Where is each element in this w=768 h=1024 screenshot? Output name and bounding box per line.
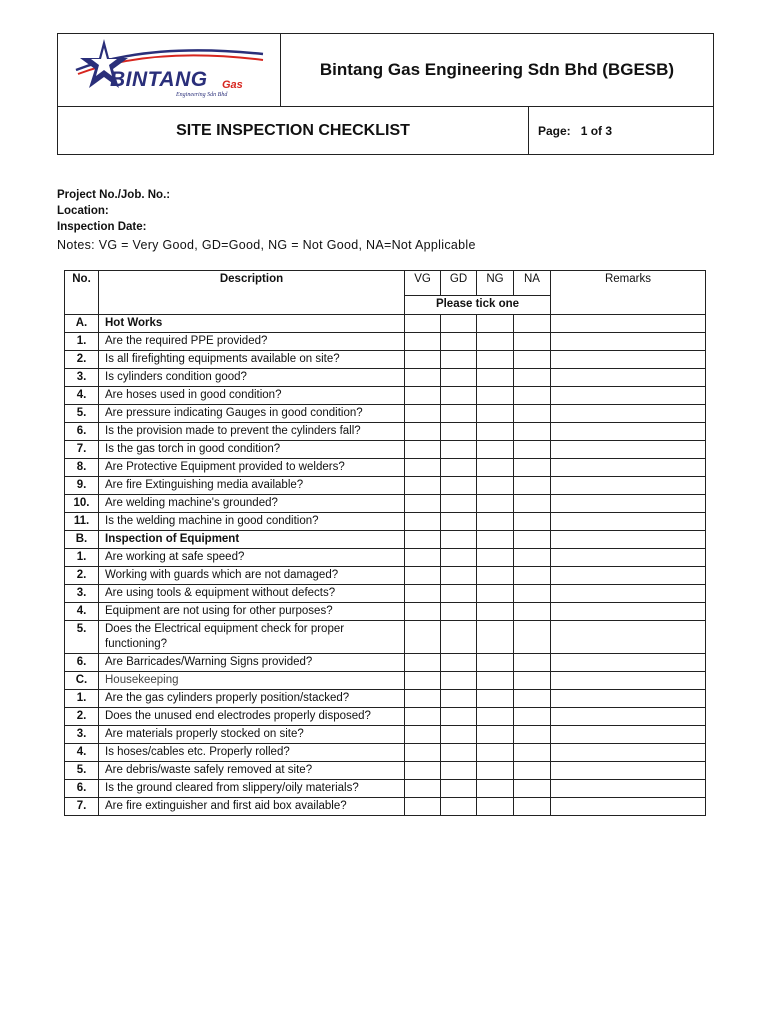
tick-box-ng[interactable] bbox=[477, 513, 514, 531]
section-na-cell bbox=[514, 672, 551, 690]
tick-box-ng[interactable] bbox=[477, 477, 514, 495]
checklist-item-row bbox=[65, 585, 706, 603]
checklist-item-row bbox=[65, 726, 706, 744]
section-row bbox=[65, 672, 706, 690]
checklist-item-row bbox=[65, 459, 706, 477]
checklist-item-row bbox=[65, 654, 706, 672]
item-description: Are Protective Equipment provided to welders? bbox=[99, 459, 405, 477]
tick-box-na[interactable] bbox=[514, 708, 551, 726]
remarks-cell[interactable] bbox=[551, 726, 706, 744]
section-letter: A. bbox=[65, 315, 99, 333]
remarks-cell[interactable] bbox=[551, 708, 706, 726]
item-number: 5. bbox=[65, 621, 99, 654]
tick-box-vg[interactable] bbox=[405, 495, 441, 513]
item-number: 1. bbox=[65, 549, 99, 567]
tick-box-gd[interactable] bbox=[441, 405, 477, 423]
tick-box-gd[interactable] bbox=[441, 333, 477, 351]
tick-box-vg[interactable] bbox=[405, 387, 441, 405]
item-description: Is the ground cleared from slippery/oily materials? bbox=[99, 780, 405, 798]
item-number: 8. bbox=[65, 459, 99, 477]
tick-box-na[interactable] bbox=[514, 621, 551, 654]
tick-box-gd[interactable] bbox=[441, 495, 477, 513]
item-number: 6. bbox=[65, 423, 99, 441]
tick-box-ng[interactable] bbox=[477, 798, 514, 816]
tick-box-vg[interactable] bbox=[405, 423, 441, 441]
logo-subtitle: Engineering Sdn Bhd bbox=[176, 92, 228, 98]
section-title: Inspection of Equipment bbox=[99, 531, 405, 549]
tick-box-ng[interactable] bbox=[477, 690, 514, 708]
remarks-cell[interactable] bbox=[551, 798, 706, 816]
tick-box-ng[interactable] bbox=[477, 567, 514, 585]
section-row bbox=[65, 531, 706, 549]
tick-box-gd[interactable] bbox=[441, 585, 477, 603]
section-ng-cell bbox=[477, 672, 514, 690]
item-description: Are pressure indicating Gauges in good condition? bbox=[99, 405, 405, 423]
checklist-item-row bbox=[65, 495, 706, 513]
checklist-item-row bbox=[65, 351, 706, 369]
remarks-cell[interactable] bbox=[551, 690, 706, 708]
item-number: 7. bbox=[65, 798, 99, 816]
remarks-cell[interactable] bbox=[551, 762, 706, 780]
item-description: Working with guards which are not damaged? bbox=[99, 567, 405, 585]
item-description: Is the gas torch in good condition? bbox=[99, 441, 405, 459]
item-description: Are debris/waste safely removed at site? bbox=[99, 762, 405, 780]
item-number: 2. bbox=[65, 567, 99, 585]
checklist-item-row bbox=[65, 477, 706, 495]
item-description: Is the welding machine in good condition? bbox=[99, 513, 405, 531]
remarks-cell[interactable] bbox=[551, 654, 706, 672]
tick-box-vg[interactable] bbox=[405, 333, 441, 351]
remarks-cell[interactable] bbox=[551, 477, 706, 495]
tick-box-ng[interactable] bbox=[477, 780, 514, 798]
tick-box-gd[interactable] bbox=[441, 690, 477, 708]
tick-box-vg[interactable] bbox=[405, 459, 441, 477]
tick-box-vg[interactable] bbox=[405, 567, 441, 585]
tick-box-vg[interactable] bbox=[405, 549, 441, 567]
item-description: Are Barricades/Warning Signs provided? bbox=[99, 654, 405, 672]
checklist-item-row bbox=[65, 798, 706, 816]
remarks-cell[interactable] bbox=[551, 441, 706, 459]
item-number: 3. bbox=[65, 726, 99, 744]
tick-box-ng[interactable] bbox=[477, 654, 514, 672]
tick-box-na[interactable] bbox=[514, 780, 551, 798]
col-header-vg: VG bbox=[405, 271, 441, 296]
tick-box-gd[interactable] bbox=[441, 387, 477, 405]
checklist-item-row bbox=[65, 549, 706, 567]
tick-box-ng[interactable] bbox=[477, 603, 514, 621]
tick-box-na[interactable] bbox=[514, 744, 551, 762]
item-description: Are materials properly stocked on site? bbox=[99, 726, 405, 744]
tick-box-vg[interactable] bbox=[405, 585, 441, 603]
item-number: 11. bbox=[65, 513, 99, 531]
tick-box-gd[interactable] bbox=[441, 780, 477, 798]
col-header-gd: GD bbox=[441, 271, 477, 296]
section-title: Housekeeping bbox=[99, 672, 405, 690]
tick-box-na[interactable] bbox=[514, 585, 551, 603]
section-gd-cell bbox=[441, 672, 477, 690]
item-description: Equipment are not using for other purposes? bbox=[99, 603, 405, 621]
checklist-item-row bbox=[65, 513, 706, 531]
item-number: 5. bbox=[65, 405, 99, 423]
remarks-cell[interactable] bbox=[551, 333, 706, 351]
item-description: Are the required PPE provided? bbox=[99, 333, 405, 351]
tick-box-na[interactable] bbox=[514, 369, 551, 387]
checklist-item-row bbox=[65, 744, 706, 762]
remarks-cell[interactable] bbox=[551, 387, 706, 405]
item-description: Is cylinders condition good? bbox=[99, 369, 405, 387]
remarks-cell[interactable] bbox=[551, 351, 706, 369]
item-number: 1. bbox=[65, 690, 99, 708]
remarks-cell[interactable] bbox=[551, 459, 706, 477]
logo-gas-text: Gas bbox=[222, 79, 243, 91]
col-header-no: No. bbox=[65, 271, 99, 315]
col-header-ng: NG bbox=[477, 271, 514, 296]
tick-box-na[interactable] bbox=[514, 351, 551, 369]
item-number: 7. bbox=[65, 441, 99, 459]
remarks-cell[interactable] bbox=[551, 549, 706, 567]
tick-box-na[interactable] bbox=[514, 762, 551, 780]
tick-box-ng[interactable] bbox=[477, 549, 514, 567]
remarks-cell[interactable] bbox=[551, 369, 706, 387]
tick-box-gd[interactable] bbox=[441, 369, 477, 387]
tick-box-vg[interactable] bbox=[405, 798, 441, 816]
tick-box-ng[interactable] bbox=[477, 708, 514, 726]
project-no-field: Project No./Job. No.: bbox=[57, 189, 171, 201]
tick-box-vg[interactable] bbox=[405, 708, 441, 726]
tick-box-gd[interactable] bbox=[441, 459, 477, 477]
checklist-item-row bbox=[65, 708, 706, 726]
tick-box-na[interactable] bbox=[514, 333, 551, 351]
item-description: Are the gas cylinders properly position/stacked? bbox=[99, 690, 405, 708]
tick-box-vg[interactable] bbox=[405, 603, 441, 621]
checklist-item-row bbox=[65, 387, 706, 405]
tick-box-ng[interactable] bbox=[477, 744, 514, 762]
item-description: Is all firefighting equipments available on site? bbox=[99, 351, 405, 369]
tick-box-gd[interactable] bbox=[441, 744, 477, 762]
tick-box-na[interactable] bbox=[514, 726, 551, 744]
tick-box-ng[interactable] bbox=[477, 333, 514, 351]
tick-box-vg[interactable] bbox=[405, 405, 441, 423]
checklist-item-row bbox=[65, 621, 706, 654]
tick-box-na[interactable] bbox=[514, 798, 551, 816]
section-vg-cell bbox=[405, 531, 441, 549]
col-header-description: Description bbox=[99, 271, 405, 315]
item-number: 4. bbox=[65, 744, 99, 762]
item-number: 2. bbox=[65, 351, 99, 369]
tick-box-vg[interactable] bbox=[405, 477, 441, 495]
tick-box-gd[interactable] bbox=[441, 567, 477, 585]
checklist-item-row bbox=[65, 567, 706, 585]
remarks-cell[interactable] bbox=[551, 585, 706, 603]
item-description: Is the provision made to prevent the cylinders fall? bbox=[99, 423, 405, 441]
item-description: Does the unused end electrodes properly disposed? bbox=[99, 708, 405, 726]
document-title: SITE INSPECTION CHECKLIST bbox=[58, 107, 529, 154]
remarks-cell[interactable] bbox=[551, 495, 706, 513]
tick-box-na[interactable] bbox=[514, 549, 551, 567]
section-na-cell bbox=[514, 531, 551, 549]
tick-box-vg[interactable] bbox=[405, 513, 441, 531]
document-header bbox=[57, 33, 714, 155]
checklist-item-row bbox=[65, 603, 706, 621]
tick-box-ng[interactable] bbox=[477, 585, 514, 603]
tick-box-na[interactable] bbox=[514, 459, 551, 477]
inspection-info bbox=[57, 187, 170, 235]
checklist-body bbox=[65, 315, 706, 816]
tick-box-gd[interactable] bbox=[441, 621, 477, 654]
section-remarks-cell bbox=[551, 672, 706, 690]
tick-box-ng[interactable] bbox=[477, 441, 514, 459]
tick-box-gd[interactable] bbox=[441, 726, 477, 744]
page-value: 1 of 3 bbox=[580, 123, 613, 138]
tick-box-na[interactable] bbox=[514, 441, 551, 459]
tick-box-na[interactable] bbox=[514, 495, 551, 513]
item-description: Are welding machine's grounded? bbox=[99, 495, 405, 513]
tick-box-ng[interactable] bbox=[477, 405, 514, 423]
col-header-na: NA bbox=[514, 271, 551, 296]
page-indicator bbox=[529, 107, 713, 154]
section-letter: C. bbox=[65, 672, 99, 690]
tick-box-na[interactable] bbox=[514, 567, 551, 585]
tick-box-na[interactable] bbox=[514, 513, 551, 531]
tick-box-na[interactable] bbox=[514, 387, 551, 405]
section-ng-cell bbox=[477, 531, 514, 549]
logo-cell bbox=[58, 34, 281, 106]
location-field: Location: bbox=[57, 205, 109, 217]
tick-box-vg[interactable] bbox=[405, 690, 441, 708]
item-number: 5. bbox=[65, 762, 99, 780]
checklist-item-row bbox=[65, 333, 706, 351]
item-description: Is hoses/cables etc. Properly rolled? bbox=[99, 744, 405, 762]
tick-box-gd[interactable] bbox=[441, 513, 477, 531]
tick-box-gd[interactable] bbox=[441, 708, 477, 726]
tick-box-ng[interactable] bbox=[477, 351, 514, 369]
tick-box-vg[interactable] bbox=[405, 744, 441, 762]
checklist-table bbox=[64, 270, 706, 816]
tick-box-na[interactable] bbox=[514, 654, 551, 672]
section-title: Hot Works bbox=[99, 315, 405, 333]
tick-box-na[interactable] bbox=[514, 423, 551, 441]
item-description: Are fire extinguisher and first aid box available? bbox=[99, 798, 405, 816]
tick-box-vg[interactable] bbox=[405, 780, 441, 798]
checklist-item-row bbox=[65, 423, 706, 441]
tick-box-gd[interactable] bbox=[441, 762, 477, 780]
tick-box-vg[interactable] bbox=[405, 762, 441, 780]
remarks-cell[interactable] bbox=[551, 780, 706, 798]
checklist-item-row bbox=[65, 405, 706, 423]
section-na-cell bbox=[514, 315, 551, 333]
section-remarks-cell bbox=[551, 531, 706, 549]
remarks-cell[interactable] bbox=[551, 423, 706, 441]
checklist-item-row bbox=[65, 441, 706, 459]
tick-box-gd[interactable] bbox=[441, 603, 477, 621]
tick-box-vg[interactable] bbox=[405, 369, 441, 387]
item-number: 3. bbox=[65, 369, 99, 387]
tick-box-na[interactable] bbox=[514, 690, 551, 708]
company-name: Bintang Gas Engineering Sdn Bhd (BGESB) bbox=[319, 60, 675, 79]
section-letter: B. bbox=[65, 531, 99, 549]
tick-box-ng[interactable] bbox=[477, 369, 514, 387]
item-number: 4. bbox=[65, 387, 99, 405]
remarks-cell[interactable] bbox=[551, 603, 706, 621]
item-number: 9. bbox=[65, 477, 99, 495]
section-gd-cell bbox=[441, 315, 477, 333]
tick-box-na[interactable] bbox=[514, 405, 551, 423]
tick-box-ng[interactable] bbox=[477, 387, 514, 405]
section-remarks-cell bbox=[551, 315, 706, 333]
item-number: 1. bbox=[65, 333, 99, 351]
item-number: 3. bbox=[65, 585, 99, 603]
item-description: Are working at safe speed? bbox=[99, 549, 405, 567]
tick-box-gd[interactable] bbox=[441, 798, 477, 816]
tick-box-ng[interactable] bbox=[477, 423, 514, 441]
item-number: 6. bbox=[65, 780, 99, 798]
checklist-item-row bbox=[65, 780, 706, 798]
tick-box-na[interactable] bbox=[514, 603, 551, 621]
remarks-cell[interactable] bbox=[551, 567, 706, 585]
tick-box-gd[interactable] bbox=[441, 477, 477, 495]
remarks-cell[interactable] bbox=[551, 744, 706, 762]
inspection-date-field: Inspection Date: bbox=[57, 221, 147, 233]
section-ng-cell bbox=[477, 315, 514, 333]
col-header-remarks: Remarks bbox=[551, 271, 706, 315]
tick-box-ng[interactable] bbox=[477, 762, 514, 780]
tick-box-ng[interactable] bbox=[477, 621, 514, 654]
item-description: Are using tools & equipment without defects? bbox=[99, 585, 405, 603]
remarks-cell[interactable] bbox=[551, 621, 706, 654]
tick-box-gd[interactable] bbox=[441, 549, 477, 567]
checklist-item-row bbox=[65, 762, 706, 780]
section-vg-cell bbox=[405, 672, 441, 690]
checklist-item-row bbox=[65, 690, 706, 708]
tick-instruction: Please tick one bbox=[405, 296, 551, 315]
tick-box-vg[interactable] bbox=[405, 351, 441, 369]
item-number: 10. bbox=[65, 495, 99, 513]
section-row bbox=[65, 315, 706, 333]
tick-box-gd[interactable] bbox=[441, 423, 477, 441]
remarks-cell[interactable] bbox=[551, 405, 706, 423]
section-vg-cell bbox=[405, 315, 441, 333]
checklist-item-row bbox=[65, 369, 706, 387]
tick-box-gd[interactable] bbox=[441, 351, 477, 369]
legend-notes: Notes: VG = Very Good, GD=Good, NG = Not Good, NA=Not Applicable bbox=[57, 238, 476, 252]
tick-box-gd[interactable] bbox=[441, 654, 477, 672]
logo-wordmark: BINTANG bbox=[110, 68, 208, 91]
item-description: Are hoses used in good condition? bbox=[99, 387, 405, 405]
tick-box-gd[interactable] bbox=[441, 441, 477, 459]
tick-box-ng[interactable] bbox=[477, 459, 514, 477]
tick-box-vg[interactable] bbox=[405, 726, 441, 744]
item-number: 2. bbox=[65, 708, 99, 726]
item-description: Does the Electrical equipment check for proper functioning? bbox=[99, 621, 405, 654]
tick-box-na[interactable] bbox=[514, 477, 551, 495]
tick-box-ng[interactable] bbox=[477, 726, 514, 744]
section-gd-cell bbox=[441, 531, 477, 549]
item-number: 6. bbox=[65, 654, 99, 672]
tick-box-vg[interactable] bbox=[405, 441, 441, 459]
item-number: 4. bbox=[65, 603, 99, 621]
remarks-cell[interactable] bbox=[551, 513, 706, 531]
tick-box-ng[interactable] bbox=[477, 495, 514, 513]
item-description: Are fire Extinguishing media available? bbox=[99, 477, 405, 495]
page-label: Page: bbox=[538, 123, 571, 138]
tick-box-vg[interactable] bbox=[405, 654, 441, 672]
tick-box-vg[interactable] bbox=[405, 621, 441, 654]
